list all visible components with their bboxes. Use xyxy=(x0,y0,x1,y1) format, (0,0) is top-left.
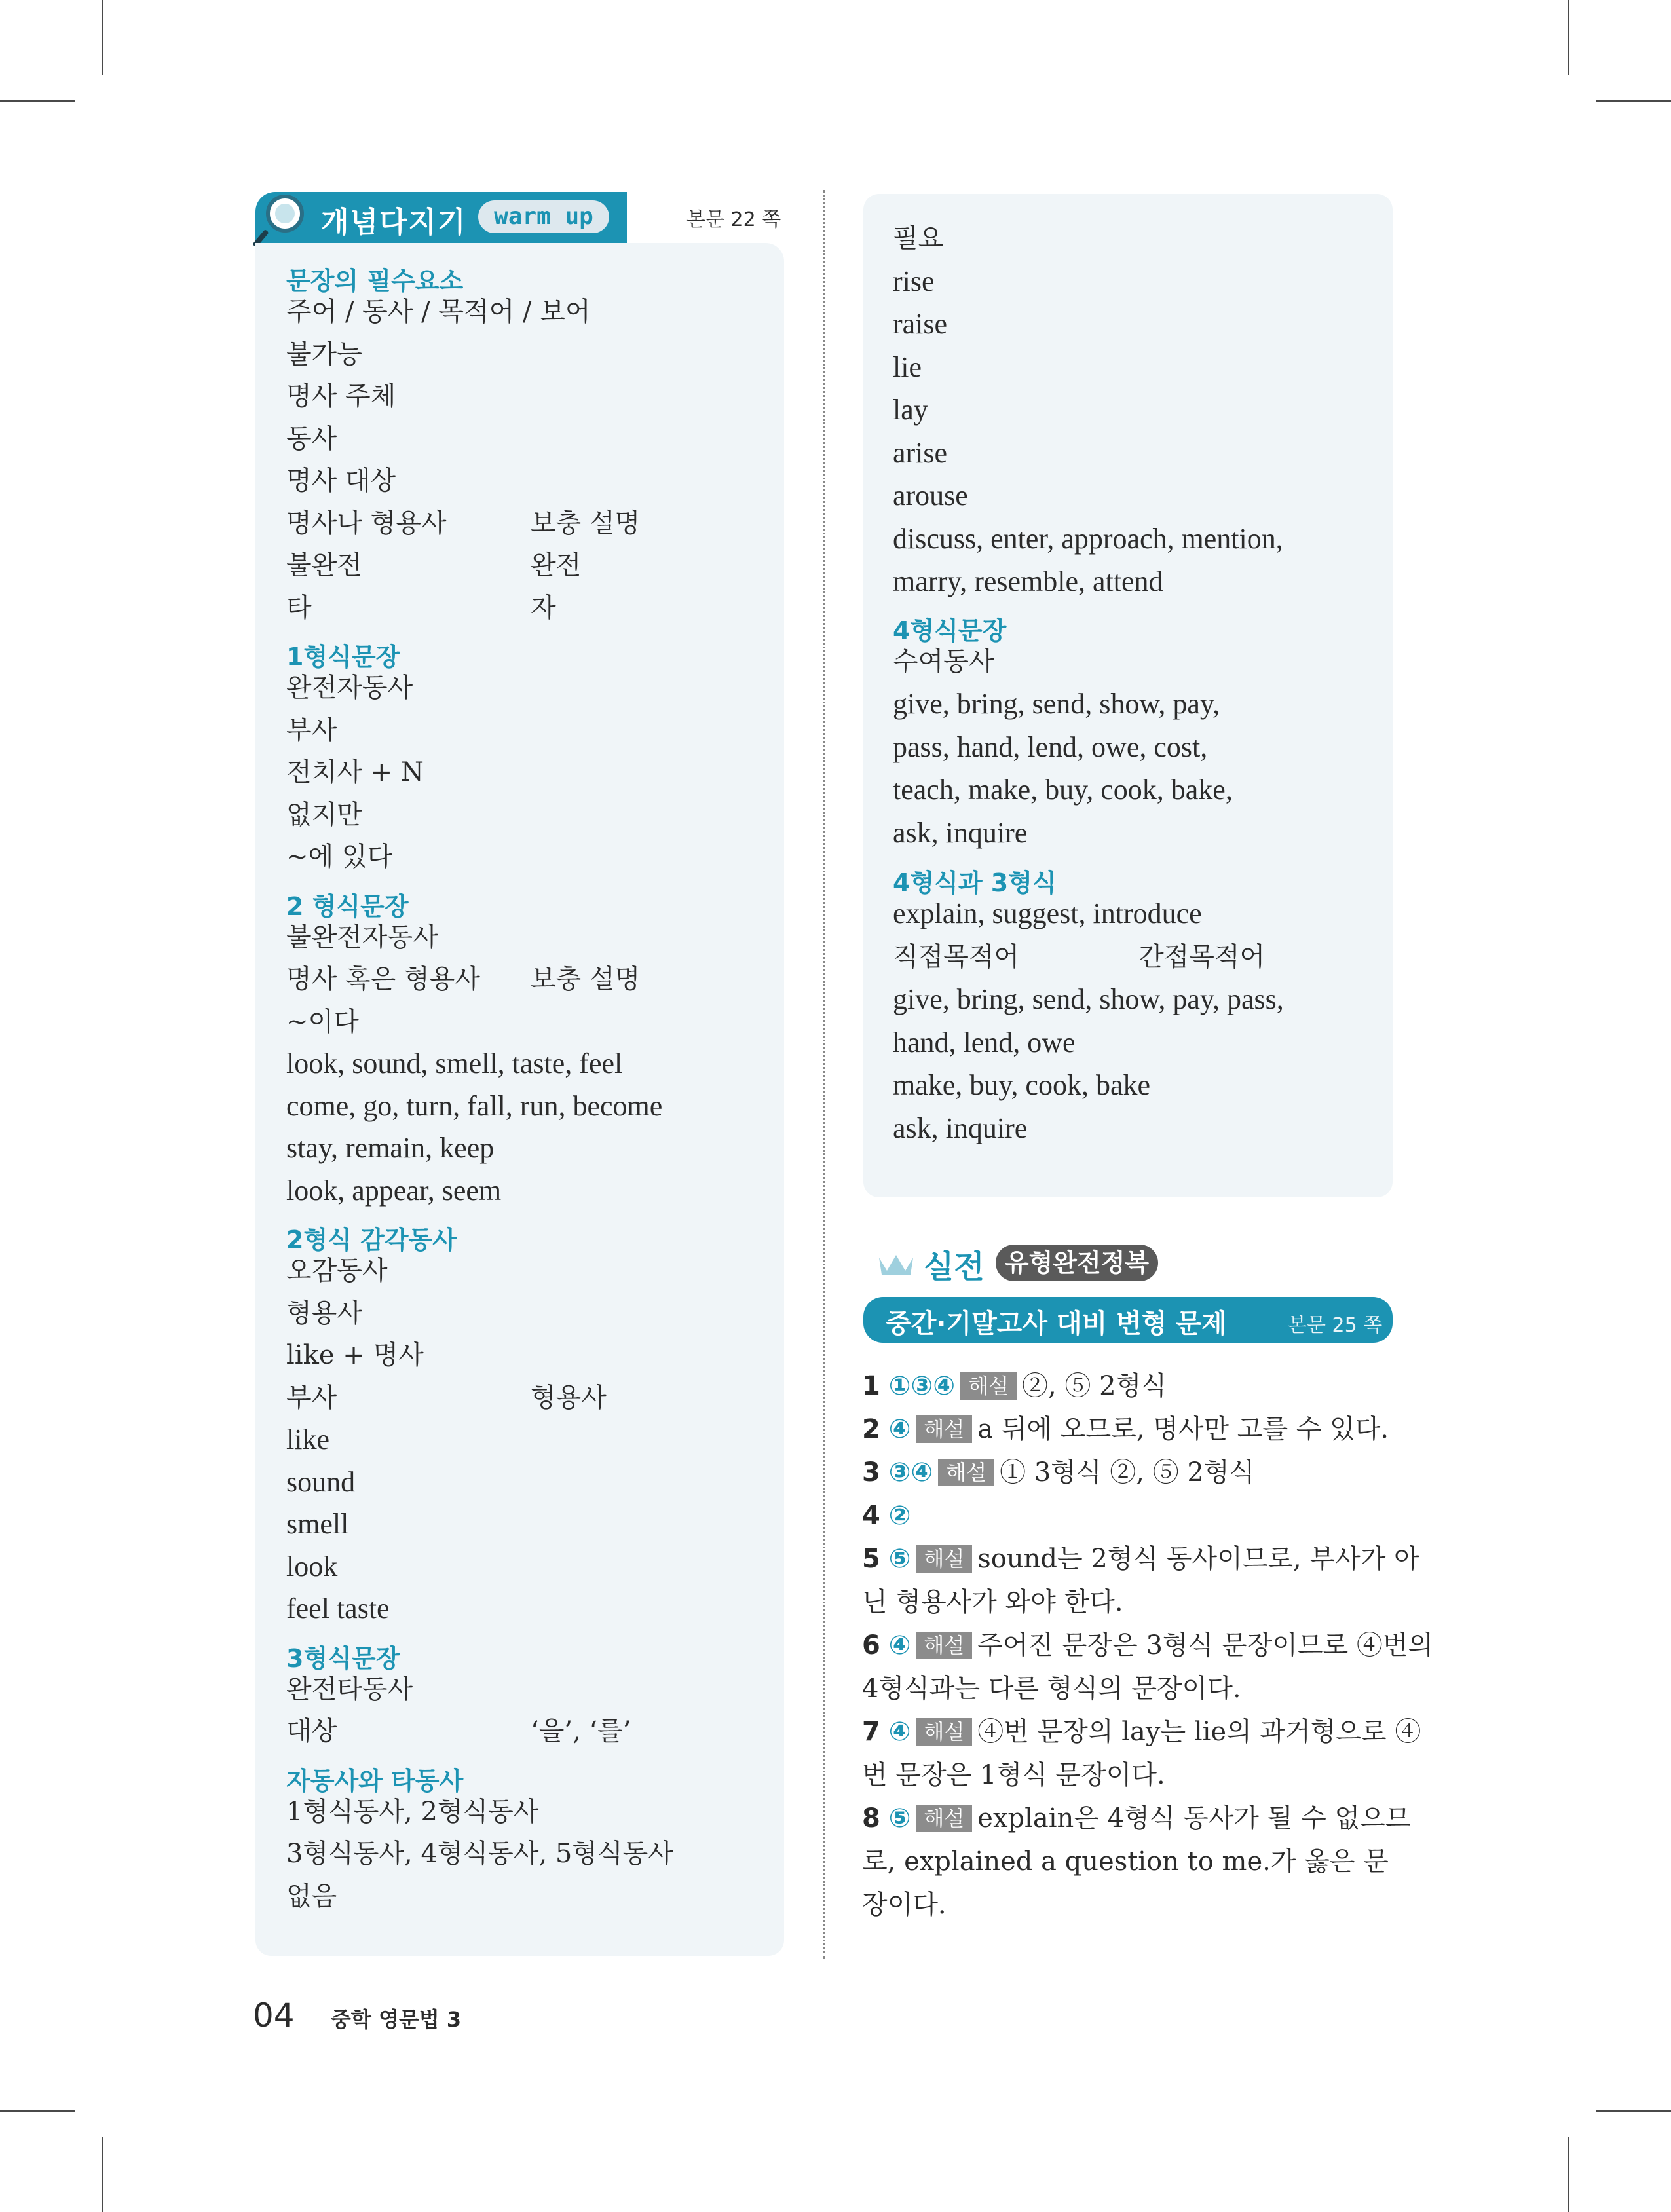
warmup-badge: warm up xyxy=(478,200,609,233)
section-heading: 문장의 필수요소 xyxy=(286,267,464,295)
answer-choice: ② xyxy=(888,1501,911,1531)
answer-line: 부사 xyxy=(286,715,337,745)
answer-line: 불완전자동사 xyxy=(286,922,438,952)
answer-item xyxy=(862,1455,1254,1490)
answer-line: 간접목적어 xyxy=(1138,941,1266,972)
answer-line: 부사 xyxy=(286,1382,337,1413)
answer-line: 완전타동사 xyxy=(286,1674,413,1704)
explanation-text: sound는 2형식 동사이므로, 부사가 아 xyxy=(977,1544,1419,1574)
answer-line: 전치사 + N xyxy=(286,757,424,787)
crop-mark xyxy=(0,2110,75,2112)
explanation-label: 해설 xyxy=(938,1459,994,1486)
explanation-text: a 뒤에 오므로, 명사만 고를 수 있다. xyxy=(977,1414,1389,1444)
section-heading: 4형식과 3형식 xyxy=(893,869,1057,897)
crop-mark xyxy=(1596,2110,1671,2112)
answer-line: 없음 xyxy=(286,1881,337,1911)
answer-line: stay, remain, keep xyxy=(286,1132,495,1164)
answer-line: raise xyxy=(893,308,948,340)
answer-line: 명사 주체 xyxy=(286,381,396,411)
explanation-label: 해설 xyxy=(916,1632,972,1659)
answer-number: 7 xyxy=(862,1717,880,1747)
test-bar xyxy=(863,1297,1393,1343)
answer-item xyxy=(862,1412,1389,1446)
explanation-label: 해설 xyxy=(916,1805,972,1832)
section-heading: 2형식 감각동사 xyxy=(286,1226,457,1254)
practice-title: 실전 xyxy=(924,1248,985,1285)
explanation-label: 해설 xyxy=(916,1545,972,1573)
explanation-label: 해설 xyxy=(916,1415,972,1443)
section-heading: 자동사와 타동사 xyxy=(286,1766,464,1795)
answer-line: ask, inquire xyxy=(893,1112,1028,1144)
answer-number: 6 xyxy=(862,1630,880,1660)
answer-line: discuss, enter, approach, mention, xyxy=(893,522,1283,555)
answer-line: 완전 xyxy=(531,550,582,580)
answer-line: 대상 xyxy=(286,1716,337,1746)
answer-line: make, buy, cook, bake xyxy=(893,1069,1151,1101)
answer-line: ‘을’, ‘를’ xyxy=(531,1716,631,1746)
answer-item xyxy=(862,1369,1167,1403)
answer-line: pass, hand, lend, owe, cost, xyxy=(893,730,1208,763)
answer-line: hand, lend, owe xyxy=(893,1026,1076,1059)
answer-line: 형용사 xyxy=(531,1382,607,1413)
answer-line: 필요 xyxy=(893,223,944,253)
answer-line: explain, suggest, introduce xyxy=(893,897,1202,929)
crop-mark xyxy=(102,2137,103,2212)
crop-mark xyxy=(1568,0,1569,75)
answer-line: 불가능 xyxy=(286,339,362,369)
answer-choice: ①③④ xyxy=(888,1371,956,1401)
answer-number: 4 xyxy=(862,1501,880,1531)
answer-line: ~이다 xyxy=(286,1006,359,1037)
book-title: 중학 영문법 3 xyxy=(331,2007,462,2032)
answer-choice: ⑤ xyxy=(888,1803,911,1833)
answer-line: 명사 대상 xyxy=(286,466,396,496)
crop-mark xyxy=(1596,100,1671,102)
answer-line: ask, inquire xyxy=(893,816,1028,849)
crop-mark xyxy=(102,0,103,75)
answer-choice: ④ xyxy=(888,1630,911,1660)
explanation-continued: 로, explained a question to me.가 옳은 문 xyxy=(862,1846,1389,1877)
answer-line: 1형식동사, 2형식동사 xyxy=(286,1796,539,1827)
crop-mark xyxy=(1568,2137,1569,2212)
answer-line: look xyxy=(286,1550,338,1583)
answer-line: 완전자동사 xyxy=(286,673,413,703)
warmup-header xyxy=(255,192,627,243)
answer-line: lie xyxy=(893,350,922,383)
answer-line: 3형식동사, 4형식동사, 5형식동사 xyxy=(286,1839,673,1869)
answer-line: like + 명사 xyxy=(286,1340,424,1370)
explanation-text: explain은 4형식 동사가 될 수 없으므 xyxy=(977,1803,1411,1833)
answer-line: 형용사 xyxy=(286,1298,362,1328)
answer-choice: ④ xyxy=(888,1717,911,1747)
answer-line: ~에 있다 xyxy=(286,842,393,872)
explanation-text: ④번 문장의 lay는 lie의 과거형으로 ④ xyxy=(977,1717,1421,1747)
magnifier-icon xyxy=(266,195,304,233)
answer-item xyxy=(862,1499,911,1533)
explanation-continued: 장이다. xyxy=(862,1890,947,1920)
answer-line: look, sound, smell, taste, feel xyxy=(286,1047,623,1079)
column-divider xyxy=(823,190,825,1959)
section-heading: 2 형식문장 xyxy=(286,891,409,921)
answer-line: 명사나 형용사 xyxy=(286,508,447,538)
answer-number: 1 xyxy=(862,1371,880,1401)
answer-line: teach, make, buy, cook, bake, xyxy=(893,774,1233,806)
test-bar-title: 중간·기말고사 대비 변형 문제 xyxy=(886,1309,1227,1339)
explanation-continued: 4형식과는 다른 형식의 문장이다. xyxy=(862,1674,1241,1704)
explanation-continued: 닌 형용사가 와야 한다. xyxy=(862,1587,1123,1617)
crown-icon xyxy=(878,1251,914,1277)
answer-line: 불완전 xyxy=(286,550,362,580)
answer-line: rise xyxy=(893,265,935,297)
explanation-text: 주어진 문장은 3형식 문장이므로 ④번의 xyxy=(977,1630,1434,1660)
section-heading: 4형식문장 xyxy=(893,616,1007,645)
explanation-label: 해설 xyxy=(960,1372,1017,1400)
page-number: 04 xyxy=(253,1996,295,2034)
answer-line: 직접목적어 xyxy=(893,941,1020,972)
answer-choice: ④ xyxy=(888,1414,911,1444)
answer-line: like xyxy=(286,1423,329,1455)
answer-item xyxy=(862,1628,1433,1662)
answer-line: 보충 설명 xyxy=(531,508,641,538)
crop-mark xyxy=(0,100,75,102)
header-title: 개념다지기 xyxy=(321,206,467,239)
answer-choice: ③④ xyxy=(888,1457,933,1488)
answer-choice: ⑤ xyxy=(888,1544,911,1574)
test-bar-page-ref: 본문 25 쪽 xyxy=(1288,1314,1383,1337)
answer-line: arouse xyxy=(893,479,968,512)
answer-line: give, bring, send, show, pay, pass, xyxy=(893,983,1284,1015)
answer-number: 3 xyxy=(862,1457,880,1488)
answer-line: 오감동사 xyxy=(286,1256,388,1286)
explanation-label: 해설 xyxy=(916,1718,972,1746)
answer-item xyxy=(862,1801,1410,1835)
answer-line: feel taste xyxy=(286,1592,390,1624)
explanation-continued: 번 문장은 1형식 문장이다. xyxy=(862,1760,1165,1790)
answer-line: 주어 / 동사 / 목적어 / 보어 xyxy=(286,297,591,327)
answer-line: look, appear, seem xyxy=(286,1174,502,1207)
section-heading: 3형식문장 xyxy=(286,1643,400,1673)
answer-item xyxy=(862,1542,1419,1576)
answer-line: 타 xyxy=(286,592,312,623)
explanation-text: ① 3형식 ②, ⑤ 2형식 xyxy=(1000,1457,1255,1488)
answer-line: lay xyxy=(893,394,928,426)
answer-line: 없지만 xyxy=(286,799,362,830)
answer-line: 자 xyxy=(531,592,556,623)
answer-line: sound xyxy=(286,1465,356,1498)
page-reference: 본문 22 쪽 xyxy=(686,208,781,231)
answer-line: arise xyxy=(893,436,948,469)
answer-line: marry, resemble, attend xyxy=(893,565,1163,597)
answer-item xyxy=(862,1715,1421,1749)
answer-line: give, bring, send, show, pay, xyxy=(893,688,1220,720)
answer-line: 수여동사 xyxy=(893,646,994,677)
answer-line: smell xyxy=(286,1508,349,1540)
answer-number: 5 xyxy=(862,1544,880,1574)
practice-badge: 유형완전정복 xyxy=(996,1245,1158,1281)
answer-line: 보충 설명 xyxy=(531,964,641,994)
answer-number: 8 xyxy=(862,1803,880,1833)
answer-line: come, go, turn, fall, run, become xyxy=(286,1089,663,1122)
answer-line: 동사 xyxy=(286,423,337,454)
explanation-text: ②, ⑤ 2형식 xyxy=(1022,1371,1167,1401)
answer-number: 2 xyxy=(862,1414,880,1444)
section-heading: 1형식문장 xyxy=(286,643,400,671)
answer-line: 명사 혹은 형용사 xyxy=(286,964,480,994)
